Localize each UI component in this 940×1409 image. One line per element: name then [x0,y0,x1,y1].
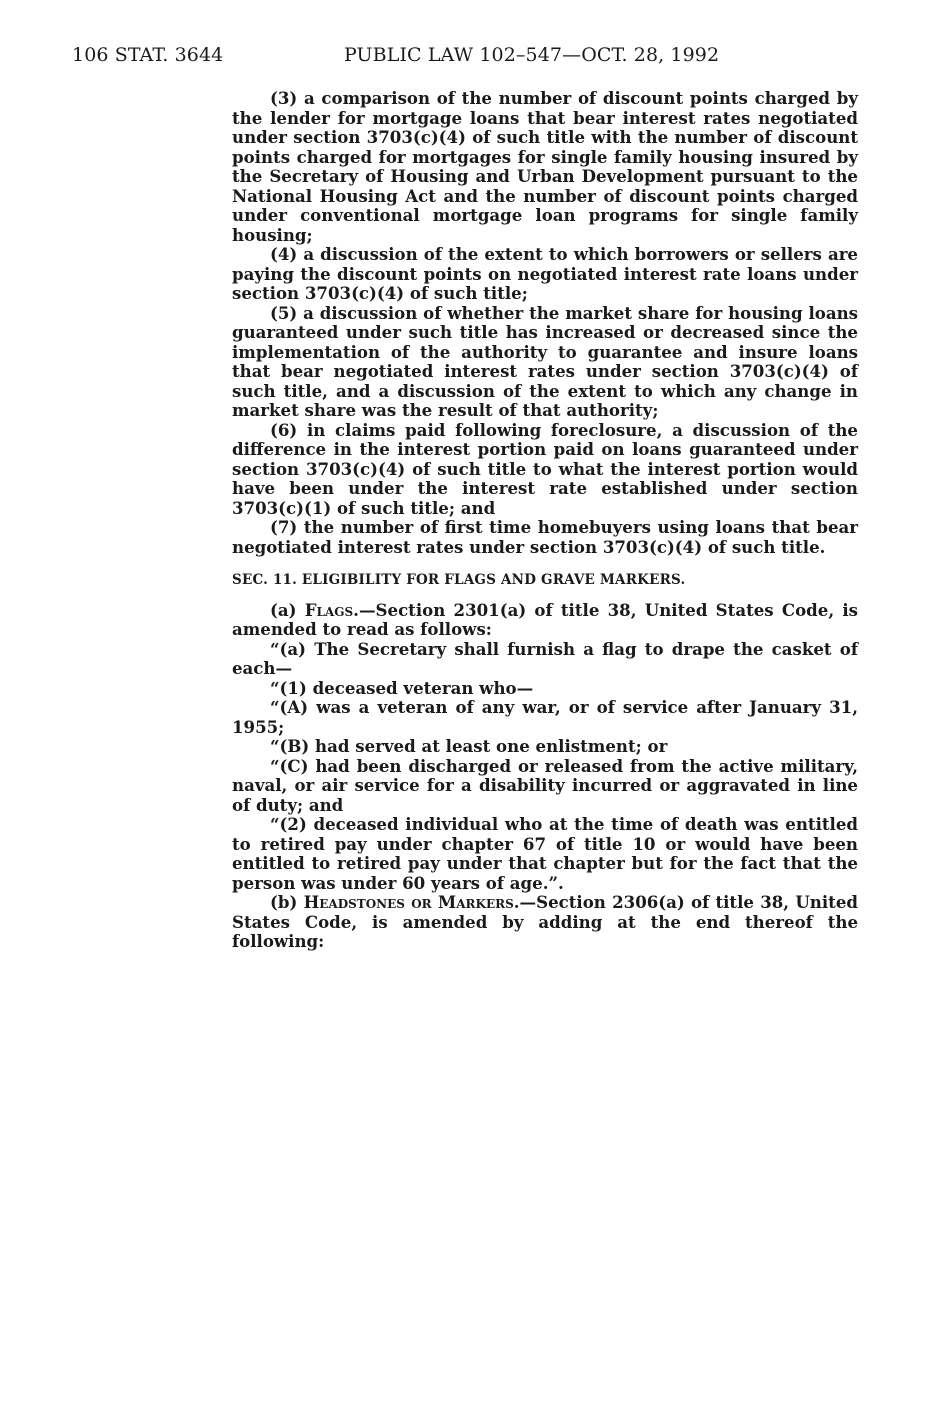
paragraph-7: (7) the number of first time homebuyers using loans that bear negotiated interest rates under section 3703(c)(4) of such title. [232,517,858,557]
paragraph-3: (3) a comparison of the number of discount points charged by the lender for mortgage loans that bear interest rates negotiated under section 3703(c)(4) of such title with the number of discount points charged for mortgages for single family housing insured by the Secretary of Housing and Urban Development pursuant to the National Housing Act and the number of discount points charged under conventional mortgage loan programs for single family housing; [232,88,858,245]
subsection-a-label: (a) [270,599,305,620]
quoted-item-C: “(C) had been discharged or released from the active military, naval, or air service for a disability incurred or aggravated in line of duty; and [232,755,858,815]
quoted-clause-1: “(1) deceased veteran who— [270,677,534,698]
stat-page-number: 106 STAT. 3644 [72,44,224,66]
quoted-item-B: “(B) had served at least one enlistment; or [270,736,668,756]
public-law-citation: PUBLIC LAW 102–547—OCT. 28, 1992 [344,44,720,66]
subsection-a [232,601,858,640]
paragraph-5: (5) a discussion of whether the market share for housing loans guaranteed under such title has increased or decreased since the implementation of the authority to guarantee and insure loans that bear negotiated interest rates under section 3703(c)(4) of such title, and a discussion of the extent to which any change in market share was the result of that authority; [232,302,858,420]
subsection-b-label: (b) [270,892,304,912]
section-heading: SEC. 11. ELIGIBILITY FOR FLAGS AND GRAVE MARKERS. [232,572,686,588]
quoted-clause-2: “(2) deceased individual who at the time of death was entitled to retired pay under chapter 67 of title 10 or would have been entitled to retired pay under that chapter but for the fact that the person was under 60 years of age.”. [232,814,858,893]
subsection-b-text: .—Section 2306(a) of title 38, United States Code, is amended by adding at the end thereof the following: [232,892,858,951]
quoted-subsection-a: “(a) The Secretary shall furnish a flag to drape the casket of each— [232,638,858,678]
subsection-a-caption: Flags [304,599,354,620]
subsection-a-text: .—Section 2301(a) of title 38, United States Code, is amended to read as follows: [232,599,859,639]
paragraph-6: (6) in claims paid following foreclosure, a discussion of the difference in the interest portion paid on loans guaranteed under section 3703(c)(4) of such title to what the interest portion would have been under the interest rate established under section 3703(c)(1) of such title; and [232,419,858,518]
quoted-item-A: “(A) was a veteran of any war, or of service after January 31, 1955; [232,697,858,737]
subsection-b [232,893,858,952]
subsection-b-caption: Headstones or Markers [303,892,514,912]
paragraph-4: (4) a discussion of the extent to which borrowers or sellers are paying the discount points on negotiated interest rate loans under section 3703(c)(4) of such title; [232,244,858,303]
page-body [232,89,858,952]
